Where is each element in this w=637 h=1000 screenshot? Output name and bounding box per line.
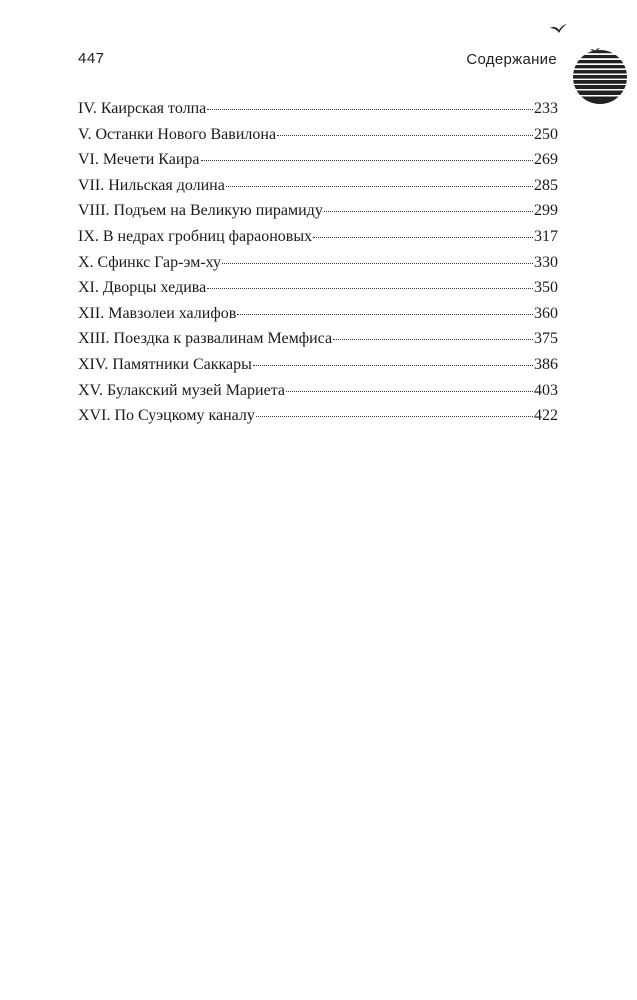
toc-page-number: 386 xyxy=(534,355,558,373)
toc-entry[interactable] xyxy=(78,198,558,224)
page-number: 447 xyxy=(78,50,105,67)
running-title: Содержание xyxy=(466,51,557,68)
toc-title: XV. Булакский музей Мариета xyxy=(78,381,285,399)
toc-page-number: 250 xyxy=(534,125,558,143)
toc-page-number: 269 xyxy=(534,151,558,169)
toc-page-number: 330 xyxy=(534,253,558,271)
toc-title: XVI. По Суэцкому каналу xyxy=(78,407,255,425)
bird-icon xyxy=(550,24,567,33)
dot-leader xyxy=(207,108,533,110)
toc-entry[interactable] xyxy=(78,403,558,429)
toc-page-number: 285 xyxy=(534,176,558,194)
toc-title: XII. Мавзолеи халифов xyxy=(78,304,237,322)
toc-page-number: 299 xyxy=(534,202,558,220)
toc-title: VIII. Подъем на Великую пирамиду xyxy=(78,202,323,220)
toc-entry[interactable] xyxy=(78,122,558,148)
toc-title: IX. В недрах гробниц фараоновых xyxy=(78,227,313,245)
toc-entry[interactable] xyxy=(78,224,558,250)
toc-page-number: 422 xyxy=(534,407,558,425)
sunset-birds-emblem xyxy=(548,22,628,104)
table-of-contents xyxy=(78,96,558,429)
toc-entry[interactable] xyxy=(78,378,558,404)
dot-leader xyxy=(207,287,533,289)
toc-entry[interactable] xyxy=(78,96,558,122)
toc-entry[interactable] xyxy=(78,275,558,301)
dot-leader xyxy=(313,236,533,238)
dot-leader xyxy=(222,262,533,264)
dot-leader xyxy=(286,390,533,392)
dot-leader xyxy=(324,210,533,212)
toc-title: XIII. Поездка к развалинам Мемфиса xyxy=(78,330,333,348)
dot-leader xyxy=(253,364,533,366)
toc-entry[interactable] xyxy=(78,352,558,378)
dot-leader xyxy=(237,313,533,315)
toc-page-number: 360 xyxy=(534,304,558,322)
toc-entry[interactable] xyxy=(78,147,558,173)
toc-entry[interactable] xyxy=(78,326,558,352)
toc-title: IV. Каирская толпа xyxy=(78,100,207,117)
toc-page-number: 350 xyxy=(534,279,558,297)
dot-leader xyxy=(226,185,533,187)
toc-entry[interactable] xyxy=(78,173,558,199)
toc-title: VII. Нильская долина xyxy=(78,176,225,194)
toc-entry[interactable] xyxy=(78,250,558,276)
toc-page-number: 375 xyxy=(534,330,558,348)
dot-leader xyxy=(201,159,533,161)
sun-stripes xyxy=(568,50,628,104)
dot-leader xyxy=(333,338,533,340)
toc-page-number: 317 xyxy=(534,227,558,245)
toc-title: XIV. Памятники Саккары xyxy=(78,355,252,373)
toc-page-number: 403 xyxy=(534,381,558,399)
dot-leader xyxy=(277,134,533,136)
toc-title: X. Сфинкс Гар-эм-ху xyxy=(78,253,222,271)
toc-entry[interactable] xyxy=(78,301,558,327)
dot-leader xyxy=(256,415,533,417)
toc-title: XI. Дворцы хедива xyxy=(78,279,207,297)
toc-title: V. Останки Нового Вавилона xyxy=(78,125,277,143)
toc-page-number: 233 xyxy=(534,100,558,117)
toc-title: VI. Мечети Каира xyxy=(78,151,200,169)
